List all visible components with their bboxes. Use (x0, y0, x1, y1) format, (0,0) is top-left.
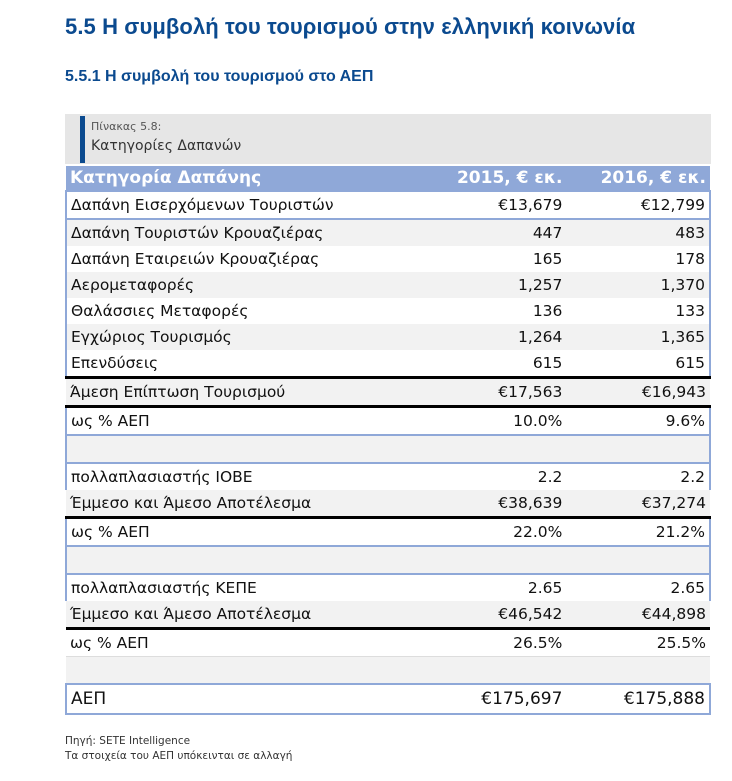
row-label: ως % ΑΕΠ (66, 629, 441, 657)
value-2015: 22.0% (441, 518, 567, 547)
value-2016 (566, 546, 710, 574)
row-label: Θαλάσσιες Μεταφορές (66, 298, 441, 324)
table-row (66, 490, 710, 518)
table-row (66, 518, 710, 547)
row-label: ως % ΑΕΠ (66, 518, 441, 547)
table-row (66, 350, 710, 378)
value-2016: €16,943 (566, 378, 710, 407)
value-2015: 615 (441, 350, 567, 378)
table-row (66, 191, 710, 219)
table-header-row (66, 166, 710, 191)
row-label (66, 546, 441, 574)
value-2016: €12,799 (566, 191, 710, 219)
row-label: ΑΕΠ (66, 684, 441, 714)
value-2015: 165 (441, 246, 567, 272)
table-row (66, 272, 710, 298)
value-2015: 447 (441, 219, 567, 246)
header-2016: 2016, € εκ. (566, 166, 710, 191)
row-label: Δαπάνη Εταιρειών Κρουαζιέρας (66, 246, 441, 272)
table-row (66, 463, 710, 490)
value-2016: 25.5% (566, 629, 710, 657)
value-2016: 1,370 (566, 272, 710, 298)
table-row (66, 219, 710, 246)
row-label: Δαπάνη Εισερχόμενων Τουριστών (66, 191, 441, 219)
row-label: πολλαπλασιαστής ΚΕΠΕ (66, 574, 441, 601)
caption-title: Κατηγορίες Δαπανών (91, 138, 242, 154)
gdp-change-note: Τα στοιχεία του ΑΕΠ υπόκεινται σε αλλαγή (65, 750, 293, 762)
value-2016: €44,898 (566, 601, 710, 629)
value-2016: 133 (566, 298, 710, 324)
table-caption (65, 114, 711, 164)
expenditure-table (65, 166, 711, 715)
value-2015: 1,257 (441, 272, 567, 298)
table-row (66, 407, 710, 436)
subsection-heading: 5.5.1 Η συμβολή του τουρισμού στο ΑΕΠ (65, 68, 374, 85)
table-row (66, 324, 710, 350)
value-2015: 1,264 (441, 324, 567, 350)
table-row (66, 629, 710, 657)
value-2015: 136 (441, 298, 567, 324)
value-2015: 2.65 (441, 574, 567, 601)
table-row (66, 546, 710, 574)
value-2016: €37,274 (566, 490, 710, 518)
table-row (66, 435, 710, 463)
row-label: πολλαπλασιαστής ΙΟΒΕ (66, 463, 441, 490)
value-2016: 9.6% (566, 407, 710, 436)
table-row (66, 684, 710, 714)
header-category: Κατηγορία Δαπάνης (66, 166, 441, 191)
row-label: Έμμεσο και Άμεσο Αποτέλεσμα (66, 601, 441, 629)
value-2015: 26.5% (441, 629, 567, 657)
value-2016: 21.2% (566, 518, 710, 547)
table-footnote (65, 734, 292, 764)
value-2015: 10.0% (441, 407, 567, 436)
header-2015: 2015, € εκ. (441, 166, 567, 191)
value-2015: €17,563 (441, 378, 567, 407)
value-2016: €175,888 (566, 684, 710, 714)
row-label: Αερομεταφορές (66, 272, 441, 298)
table-row (66, 378, 710, 407)
row-label: Δαπάνη Τουριστών Κρουαζιέρας (66, 219, 441, 246)
row-label: Επενδύσεις (66, 350, 441, 378)
row-label: Άμεση Επίπτωση Τουρισμού (66, 378, 441, 407)
value-2015: €13,679 (441, 191, 567, 219)
row-label: Εγχώριος Τουρισμός (66, 324, 441, 350)
table-row (66, 246, 710, 272)
value-2016: 483 (566, 219, 710, 246)
value-2015: €175,697 (441, 684, 567, 714)
value-2016: 1,365 (566, 324, 710, 350)
value-2015: €38,639 (441, 490, 567, 518)
value-2016: 2.2 (566, 463, 710, 490)
caption-label: Πίνακας 5.8: (91, 120, 162, 133)
value-2016 (566, 657, 710, 685)
caption-accent-bar (80, 116, 85, 163)
row-label (66, 657, 441, 685)
value-2015 (441, 657, 567, 685)
source-note: Πηγή: SETE Intelligence (65, 735, 191, 747)
value-2016 (566, 435, 710, 463)
value-2015 (441, 546, 567, 574)
value-2016: 178 (566, 246, 710, 272)
table-row (66, 657, 710, 685)
value-2015: €46,542 (441, 601, 567, 629)
row-label: ως % ΑΕΠ (66, 407, 441, 436)
value-2016: 615 (566, 350, 710, 378)
row-label: Έμμεσο και Άμεσο Αποτέλεσμα (66, 490, 441, 518)
value-2015 (441, 435, 567, 463)
section-heading: 5.5 Η συμβολή του τουρισμού στην ελληνική κοινωνία (65, 14, 636, 39)
table-row (66, 298, 710, 324)
value-2016: 2.65 (566, 574, 710, 601)
table-row (66, 574, 710, 601)
table-row (66, 601, 710, 629)
value-2015: 2.2 (441, 463, 567, 490)
row-label (66, 435, 441, 463)
